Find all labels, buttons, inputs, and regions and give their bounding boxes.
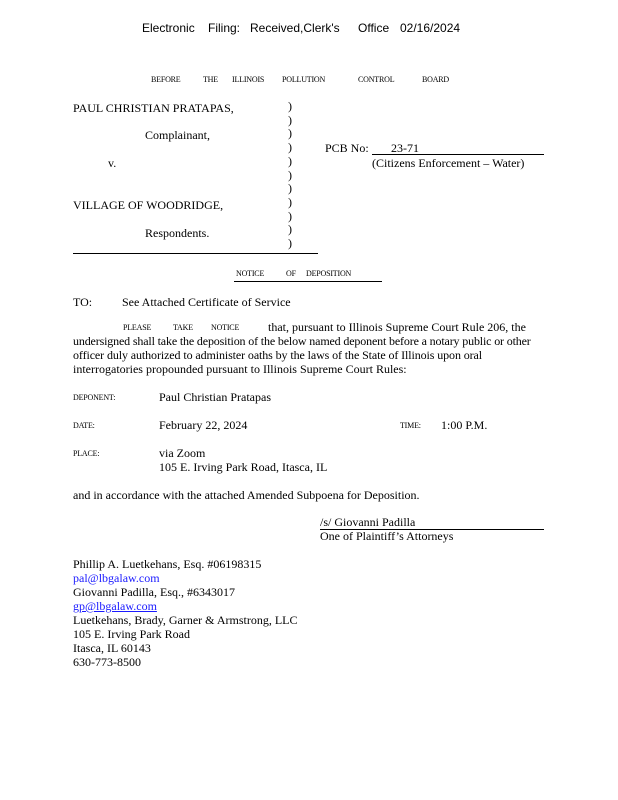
deponent-value: Paul Christian Pratapas <box>159 390 271 404</box>
board-word: ILLINOIS <box>232 75 265 84</box>
paren: ) <box>288 126 292 141</box>
paren: ) <box>288 181 292 196</box>
firm-name: Luetkehans, Brady, Garner & Armstrong, LLC <box>73 613 298 627</box>
firm-address: 105 E. Irving Park Road <box>73 627 190 641</box>
stamp-date: 02/16/2024 <box>400 21 461 35</box>
to-label: TO: <box>73 295 93 309</box>
notice-word: NOTICE <box>236 269 265 278</box>
firm-phone: 630-773-8500 <box>73 655 141 669</box>
deponent-label: DEPONENT: <box>73 393 116 402</box>
paren: ) <box>288 222 292 237</box>
body-line: officer duly authorized to administer oaths by the laws of the State of Illinois upon oral <box>73 348 483 362</box>
pcb-underline <box>372 154 544 155</box>
to-value: See Attached Certificate of Service <box>122 295 291 309</box>
respondent-role: Respondents. <box>145 226 210 240</box>
lead-word: TAKE <box>173 323 193 332</box>
attorney-email-link[interactable]: gp@lbgalaw.com <box>73 599 157 613</box>
attorney-email-link[interactable]: pal@lbgalaw.com <box>73 571 160 585</box>
signature-role: One of Plaintiff’s Attorneys <box>320 529 454 543</box>
date-value: February 22, 2024 <box>159 418 248 432</box>
board-word: BOARD <box>422 75 450 84</box>
paren: ) <box>288 140 292 155</box>
complainant-name: PAUL CHRISTIAN PRATAPAS, <box>73 101 234 115</box>
accordance-line: and in accordance with the attached Amended Subpoena for Deposition. <box>73 488 420 502</box>
notice-word: DEPOSITION <box>306 269 352 278</box>
complainant-role: Complainant, <box>145 128 210 142</box>
body-line: that, pursuant to Illinois Supreme Court Rule 206, the <box>268 320 526 334</box>
versus: v. <box>108 156 117 170</box>
stamp-electronic: Electronic <box>142 21 195 35</box>
attorney-name: Phillip A. Luetkehans, Esq. #06198315 <box>73 557 262 571</box>
paren: ) <box>288 153 292 168</box>
caption-underline <box>73 253 318 254</box>
paren: ) <box>288 194 292 209</box>
stamp-office: Office <box>358 21 390 35</box>
place-line: via Zoom <box>159 446 206 460</box>
date-label: DATE: <box>73 421 95 430</box>
stamp-filing: Filing: <box>208 21 241 35</box>
firm-city: Itasca, IL 60143 <box>73 641 151 655</box>
signature-name: /s/ Giovanni Padilla <box>320 515 416 529</box>
time-value: 1:00 P.M. <box>441 418 488 432</box>
place-line: 105 E. Irving Park Road, Itasca, IL <box>159 460 328 474</box>
paren: ) <box>288 167 292 182</box>
paren: ) <box>288 208 292 223</box>
board-word: BEFORE <box>151 75 181 84</box>
notice-word: OF <box>286 269 296 278</box>
body-line: interrogatories propounded pursuant to Illinois Supreme Court Rules: <box>73 362 407 376</box>
stamp-received: Received,Clerk's <box>250 21 340 35</box>
body-line: undersigned shall take the deposition of the below named deponent before a notary public or other <box>73 334 531 348</box>
paren: ) <box>288 236 292 250</box>
attorney-name: Giovanni Padilla, Esq., #6343017 <box>73 585 235 599</box>
lead-word: PLEASE <box>123 323 152 332</box>
place-label: PLACE: <box>73 449 100 458</box>
respondent-name: VILLAGE OF WOODRIDGE, <box>73 198 224 212</box>
pcb-number: 23-71 <box>391 141 419 155</box>
time-label: TIME: <box>400 421 421 430</box>
board-word: THE <box>203 75 218 84</box>
paren: ) <box>288 99 292 113</box>
notice-underline <box>234 281 382 282</box>
board-word: POLLUTION <box>282 75 326 84</box>
paren: ) <box>288 112 292 127</box>
lead-word: NOTICE <box>211 323 240 332</box>
case-type: (Citizens Enforcement – Water) <box>372 156 525 170</box>
pcb-label: PCB No: <box>325 141 369 155</box>
board-word: CONTROL <box>358 75 395 84</box>
